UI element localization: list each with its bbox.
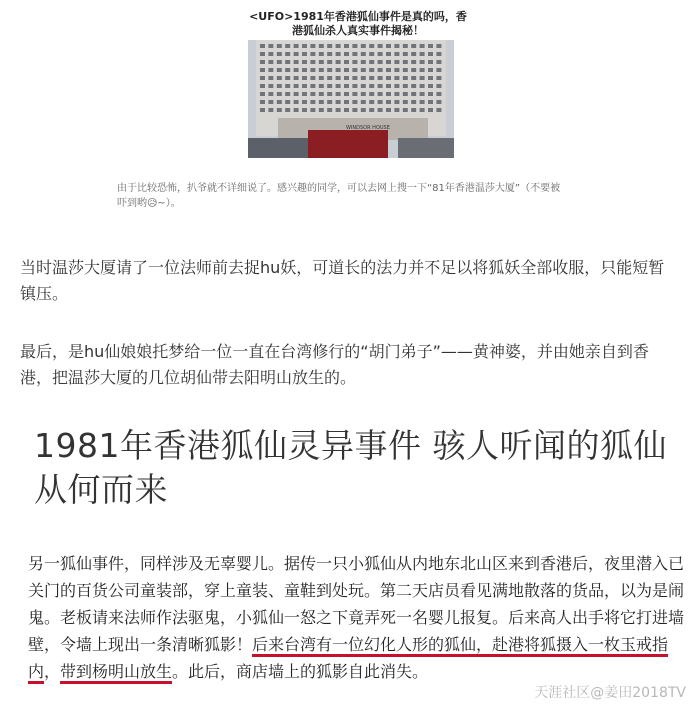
building-window (310, 44, 315, 48)
building-window (294, 76, 299, 80)
building-window (428, 68, 433, 72)
building-window (268, 76, 273, 80)
building-window (386, 68, 391, 72)
building-window (394, 68, 399, 72)
building-window (294, 44, 299, 48)
building-window (285, 52, 290, 56)
building-window (352, 52, 357, 56)
building-window (319, 84, 324, 88)
building-window (403, 44, 408, 48)
building-window (327, 68, 332, 72)
building-window (260, 100, 265, 104)
building-window (352, 84, 357, 88)
building-window (436, 52, 441, 56)
building-window (310, 68, 315, 72)
building-window (294, 68, 299, 72)
building-window (260, 84, 265, 88)
building-window (268, 60, 273, 64)
paragraph-2: 最后，是hu仙娘娘托梦给一位一直在台湾修行的“胡门弟子”——黄神婆，并由她亲自到香港，把温莎大厦的几位胡仙带去阳明山放生的。 (20, 342, 649, 387)
building-window (310, 108, 315, 112)
building-window (436, 84, 441, 88)
building-window (403, 52, 408, 56)
building-window (386, 44, 391, 48)
building-window (319, 108, 324, 112)
building-window (344, 92, 349, 96)
building-window (336, 108, 341, 112)
building-window (394, 100, 399, 104)
building-window (285, 92, 290, 96)
building-sign: WINDSOR HOUSE (346, 125, 390, 131)
building-window (378, 76, 383, 80)
building-window (344, 60, 349, 64)
building-window (352, 44, 357, 48)
building-window (344, 108, 349, 112)
building-window (302, 100, 307, 104)
building-window (277, 60, 282, 64)
building-window (302, 60, 307, 64)
building-window (411, 92, 416, 96)
building-window (369, 68, 374, 72)
building-window (260, 108, 265, 112)
building-window (369, 76, 374, 80)
building-window (394, 92, 399, 96)
building-window (352, 68, 357, 72)
building-window (344, 76, 349, 80)
building-window (285, 84, 290, 88)
building-window (310, 76, 315, 80)
building-window (403, 76, 408, 80)
building-window (327, 100, 332, 104)
building-window (378, 68, 383, 72)
building-window (361, 60, 366, 64)
building-window (327, 44, 332, 48)
building-window (436, 76, 441, 80)
building-window (310, 84, 315, 88)
building-window (310, 100, 315, 104)
building-window (378, 52, 383, 56)
embedded-screenshot (20, 404, 690, 706)
building-window (277, 92, 282, 96)
building-window (285, 100, 290, 104)
building-window (403, 60, 408, 64)
building-window (260, 68, 265, 72)
image-caption: <UFO>1981年香港狐仙事件是真的吗，香港狐仙杀人真实事件揭秘！ (249, 10, 467, 37)
building-window (327, 108, 332, 112)
building-window (378, 60, 383, 64)
building-window (336, 44, 341, 48)
building-window (336, 52, 341, 56)
building-window (420, 68, 425, 72)
screenshot-title: 1981年香港狐仙灵异事件 骇人听闻的狐仙从何而来 (34, 426, 667, 509)
body-text-mid: ， (44, 662, 61, 681)
building-window (310, 60, 315, 64)
building-window (294, 84, 299, 88)
building-window (386, 84, 391, 88)
building-window (277, 44, 282, 48)
building-window (428, 92, 433, 96)
building-window (394, 84, 399, 88)
underlined-text-1: 后来台湾有一位幻化人形的狐仙，赴港将狐摄入一枚玉戒指内 (28, 635, 669, 681)
building-window (302, 76, 307, 80)
building-window (352, 108, 357, 112)
building-window (394, 108, 399, 112)
building-window (302, 92, 307, 96)
building-window (268, 68, 273, 72)
building-window (411, 44, 416, 48)
building-window (369, 60, 374, 64)
building-window (386, 76, 391, 80)
building-window (386, 52, 391, 56)
building-window (352, 60, 357, 64)
building-window (428, 52, 433, 56)
building-window (361, 68, 366, 72)
building-window (277, 108, 282, 112)
building-window (285, 76, 290, 80)
building-window (327, 60, 332, 64)
building-window (361, 100, 366, 104)
building-window (302, 52, 307, 56)
building-window (344, 68, 349, 72)
building-window (394, 44, 399, 48)
screenshot-body (28, 550, 688, 685)
building-window (277, 68, 282, 72)
building-window (260, 52, 265, 56)
building-window (310, 92, 315, 96)
building-window (294, 60, 299, 64)
paragraph-1: 当时温莎大厦请了一位法师前去捉hu妖，可道长的法力并不足以将狐妖全部收服，只能短暂镇压。 (20, 258, 665, 303)
building-window (327, 52, 332, 56)
building-window (428, 108, 433, 112)
building-window (369, 108, 374, 112)
building-window (268, 84, 273, 88)
building-window (260, 92, 265, 96)
building-window (403, 100, 408, 104)
building-window (420, 92, 425, 96)
building-window (310, 52, 315, 56)
building-window (319, 44, 324, 48)
building-window (411, 100, 416, 104)
building-window (277, 84, 282, 88)
building-window (302, 68, 307, 72)
building-window (344, 100, 349, 104)
building-window (319, 76, 324, 80)
building-window (386, 108, 391, 112)
building-window (361, 52, 366, 56)
building-window (294, 52, 299, 56)
building-window (336, 92, 341, 96)
image-note: 由于比较恐怖，扒爷就不详细说了。感兴趣的同学，可以去网上搜一下“81年香港温莎大厦”（不要被吓到哟😥~）。 (117, 183, 561, 209)
building-window (403, 68, 408, 72)
building-window (386, 100, 391, 104)
building-window (428, 44, 433, 48)
building-window (420, 44, 425, 48)
building-window (260, 44, 265, 48)
building-window (294, 108, 299, 112)
building-window (302, 84, 307, 88)
building-window (268, 52, 273, 56)
building-window (260, 76, 265, 80)
building-window (411, 76, 416, 80)
building-window (344, 52, 349, 56)
building-window (411, 52, 416, 56)
building-window (344, 44, 349, 48)
building-window (428, 76, 433, 80)
building-window (361, 84, 366, 88)
building-window (420, 100, 425, 104)
building-window (378, 84, 383, 88)
building-window (369, 44, 374, 48)
building-window (369, 52, 374, 56)
underlined-text-2: 带到杨明山放生 (60, 662, 173, 681)
building-window (428, 100, 433, 104)
building-window (327, 92, 332, 96)
building-window (436, 68, 441, 72)
building-window (352, 92, 357, 96)
building-window (369, 84, 374, 88)
building-window (411, 68, 416, 72)
building-window (285, 60, 290, 64)
building-window (319, 60, 324, 64)
building-window (436, 100, 441, 104)
building-window (378, 92, 383, 96)
building-window (394, 76, 399, 80)
building-window (394, 52, 399, 56)
building-window (403, 84, 408, 88)
building-window (352, 76, 357, 80)
building-window (394, 60, 399, 64)
building-window (361, 76, 366, 80)
watermark: 天涯社区@姜田2018TV (534, 685, 686, 701)
building-window (386, 60, 391, 64)
building-window (436, 60, 441, 64)
building-window (436, 108, 441, 112)
building-window (319, 92, 324, 96)
building-window (294, 92, 299, 96)
building-window (277, 52, 282, 56)
building-window (420, 76, 425, 80)
building-window (285, 108, 290, 112)
building-window (319, 100, 324, 104)
building-window (327, 84, 332, 88)
building-window (268, 100, 273, 104)
building-window (327, 76, 332, 80)
building-window (420, 52, 425, 56)
building-window (336, 60, 341, 64)
building-window (378, 108, 383, 112)
building-window (403, 92, 408, 96)
building-window (336, 76, 341, 80)
building-window (420, 108, 425, 112)
building-window (378, 44, 383, 48)
building-window (302, 108, 307, 112)
building-window (260, 60, 265, 64)
building-window (336, 100, 341, 104)
body-text-after: 。此后，商店墙上的狐影自此消失。 (172, 662, 429, 681)
building-window (336, 84, 341, 88)
building-window (428, 84, 433, 88)
building-photo (248, 40, 454, 158)
building-window (277, 76, 282, 80)
building-window (420, 84, 425, 88)
building-window (436, 44, 441, 48)
building-window (302, 44, 307, 48)
building-window (268, 108, 273, 112)
building-window (319, 68, 324, 72)
building-window (420, 60, 425, 64)
building-window (294, 100, 299, 104)
building-window (378, 100, 383, 104)
building-window (428, 60, 433, 64)
building-window (411, 60, 416, 64)
building-window (352, 100, 357, 104)
building-window (369, 92, 374, 96)
building-window (277, 100, 282, 104)
building-window (268, 92, 273, 96)
building-window (268, 44, 273, 48)
building-window (369, 100, 374, 104)
building-window (411, 108, 416, 112)
building-window (403, 108, 408, 112)
building-window (319, 52, 324, 56)
building-window (285, 68, 290, 72)
building-window (361, 108, 366, 112)
building-window (361, 92, 366, 96)
building-window (285, 44, 290, 48)
building-window (361, 44, 366, 48)
body-text-before: 另一狐仙事件，同样涉及无辜婴儿。据传一只小狐仙从内地东北山区来到香港后，夜里潜入已关门的百货公司童装部，穿上童装、童鞋到处玩。第二天店员看见满地散落的货品，以为是闹鬼。老板请来法师作法驱鬼，小狐仙一怒之下竟弄死一名婴儿报复。后来高人出手将它打进墙壁，令墙上现出一条清晰狐影！ (28, 554, 685, 654)
building-window (386, 92, 391, 96)
building-window (411, 84, 416, 88)
building-window (436, 92, 441, 96)
building-window (344, 84, 349, 88)
building-window (336, 68, 341, 72)
